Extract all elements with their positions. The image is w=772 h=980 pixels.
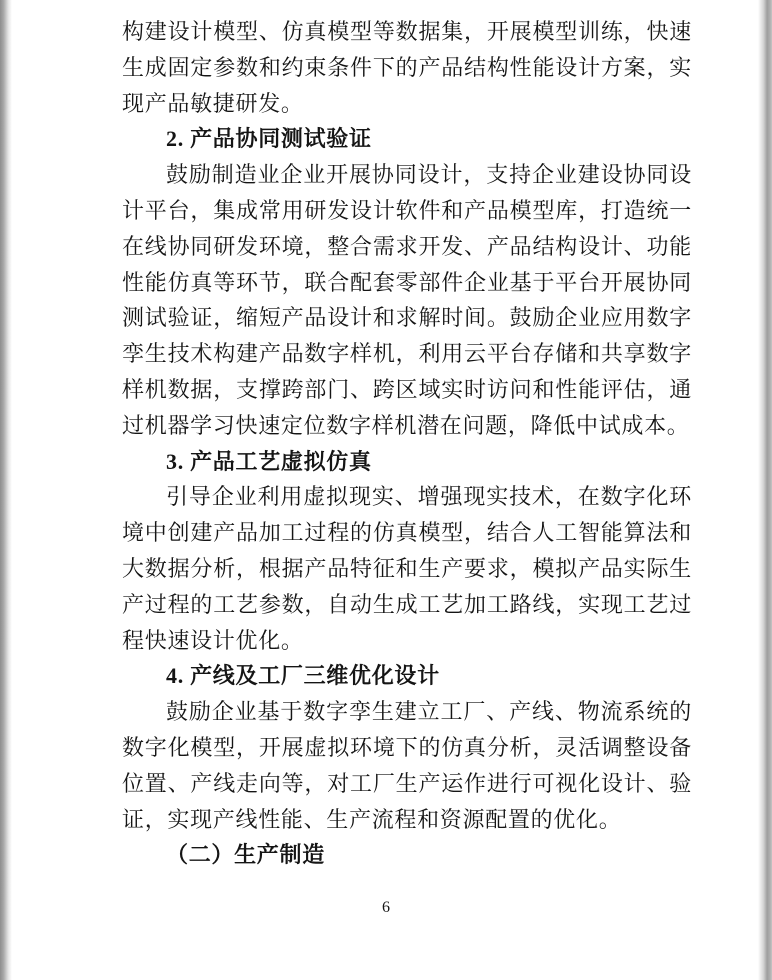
section-heading-4-factory-3d-design: 4. 产线及工厂三维优化设计: [166, 663, 440, 689]
paragraph-factory-3d-design: 鼓励企业基于数字孪生建立工厂、产线、物流系统的数字化模型，开展虚拟环境下的仿真分析，灵活调整设备位置、产线走向等，对工厂生产运作进行可视化设计、验证，实现产线性能、生产流程和资源配置的优化。: [122, 699, 692, 832]
section-heading-3-process-virtual-simulation: 3. 产品工艺虚拟仿真: [166, 448, 372, 474]
document-content: [122, 14, 692, 873]
paragraph-collaborative-testing: 鼓励制造业企业开展协同设计，支持企业建设协同设计平台，集成常用研发设计软件和产品模型库，打造统一在线协同研发环境，整合需求开发、产品结构设计、功能性能仿真等环节，联合配套零部件企业基于平台开展协同测试验证，缩短产品设计和求解时间。鼓励企业应用数字孪生技术构建产品数字样机，利用云平台存储和共享数字样机数据，支撑跨部门、跨区域实时访问和性能评估，通过机器学习快速定位数字样机潜在问题，降低中试成本。: [122, 162, 692, 438]
page-left-edge-shadow: [0, 0, 12, 980]
page-number: 6: [382, 899, 390, 916]
paragraph-model-training-continuation: 构建设计模型、仿真模型等数据集，开展模型训练，快速生成固定参数和约束条件下的产品结构性能设计方案，实现产品敏捷研发。: [122, 19, 692, 116]
paragraph-process-virtual-simulation: 引导企业利用虚拟现实、增强现实技术，在数字化环境中创建产品加工过程的仿真模型，结合人工智能算法和大数据分析，根据产品特征和生产要求，模拟产品实际生产过程的工艺参数，自动生成工艺加工路线，实现工艺过程快速设计优化。: [122, 484, 692, 653]
section-heading-part2-production-manufacturing: （二）生产制造: [166, 842, 325, 868]
page-right-edge-shadow: [758, 0, 772, 980]
section-heading-2-collaborative-testing: 2. 产品协同测试验证: [166, 126, 372, 152]
